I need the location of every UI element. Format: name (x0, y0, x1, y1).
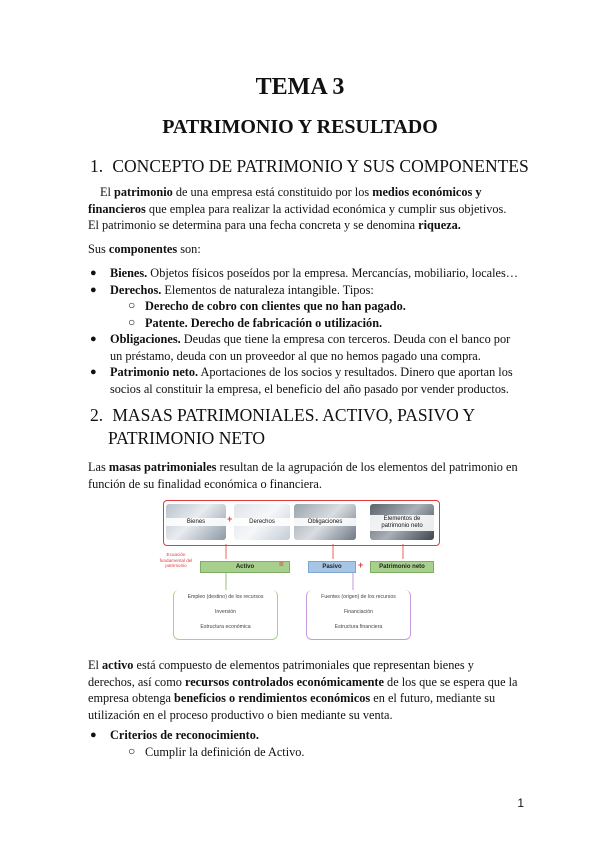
bienes-image: Bienes (166, 504, 226, 540)
section-number: 2. (90, 405, 104, 425)
list-subitem-definicion: ○ Cumplir la definición de Activo. (128, 744, 305, 759)
page-number: 1 (517, 796, 524, 810)
bullet-dot-icon: ● (90, 729, 97, 741)
section-title: CONCEPTO DE PATRIMONIO Y SUS COMPONENTES (112, 156, 529, 176)
bullet-circle-icon: ○ (128, 744, 136, 758)
derechos-image: Derechos (234, 504, 290, 540)
bullet-circle-icon: ○ (128, 298, 136, 312)
paragraph-componentes: Sus componentes son: (88, 242, 201, 256)
ecuacion-label: Ecuación fundamental del patrimonio (159, 552, 193, 568)
plus-sign: + (227, 514, 233, 524)
section-1-heading (90, 153, 529, 179)
patrimonio-diagram (159, 500, 438, 642)
equals-sign: = (279, 560, 284, 569)
bullet-dot-icon: ● (90, 267, 97, 279)
list-item-bienes: ● Bienes. Objetos físicos poseídos por la empresa. Mercancías, mobiliario, locales… (90, 266, 519, 280)
paragraph-patrimonio: El patrimonio de una empresa está constituido por los medios económicos y financieros que emplea para realizar la actividad económica y cumplir sus objetivos. El patrimonio se determina para una fecha concreta y se denomina riqueza. (88, 185, 507, 232)
list-subitem-patente: ○ Patente. Derecho de fabricación o utilización. (128, 315, 383, 330)
list-item-derechos: ● Derechos. Elementos de naturaleza intangible. Tipos: (90, 283, 374, 297)
section-2-heading-line2: PATRIMONIO NETO (108, 428, 266, 448)
plus-sign-2: + (358, 560, 364, 570)
section-number: 1. (90, 156, 104, 176)
bullet-dot-icon: ● (90, 366, 97, 378)
list-item-criterios: ● Criterios de reconocimiento. (90, 728, 259, 742)
bullet-circle-icon: ○ (128, 315, 136, 329)
empleo-brace: Empleo (destino) de los recursos Inversión Estructura económica (173, 590, 278, 640)
paragraph-masas: Las masas patrimoniales resultan de la agrupación de los elementos del patrimonio en función de su finalidad económica o financiera. (88, 460, 518, 491)
bullet-dot-icon: ● (90, 284, 97, 296)
list-item-obligaciones: ● Obligaciones. Deudas que tiene la empresa con terceros. Deuda con el banco por un préstamo, deuda con un proveedor al que no hemos pagado una compra. (90, 332, 511, 363)
obligaciones-image: Obligaciones (294, 504, 356, 540)
page-title: TEMA 3 (255, 74, 345, 100)
section-title: MASAS PATRIMONIALES. ACTIVO, PASIVO Y (112, 405, 476, 425)
list-item-patrimonio-neto: ● Patrimonio neto. Aportaciones de los socios y resultados. Dinero que aportan los socios al constituir la empresa, el beneficio del año pasado por vender productos. (90, 365, 513, 396)
fuentes-brace: Fuentes (origen) de los recursos Financiación Estructura financiera (306, 590, 411, 640)
elementos-pn-image: Elementos de patrimonio neto (370, 504, 434, 540)
patrimonio-neto-bar: Patrimonio neto (370, 561, 434, 573)
paragraph-activo: El activo está compuesto de elementos patrimoniales que representan bienes y derechos, así como recursos controlados económicamente de los que se espera que la empresa obtenga beneficios o rendimientos económicos en el futuro, mediante su utilización en el proceso productivo o bien mediante su venta. (88, 658, 518, 722)
pasivo-bar: Pasivo (308, 561, 356, 573)
bullet-dot-icon: ● (90, 333, 97, 345)
page-subtitle: PATRIMONIO Y RESULTADO (162, 116, 438, 138)
list-subitem-cobro: ○ Derecho de cobro con clientes que no han pagado. (128, 298, 406, 313)
activo-bar: Activo (200, 561, 290, 573)
